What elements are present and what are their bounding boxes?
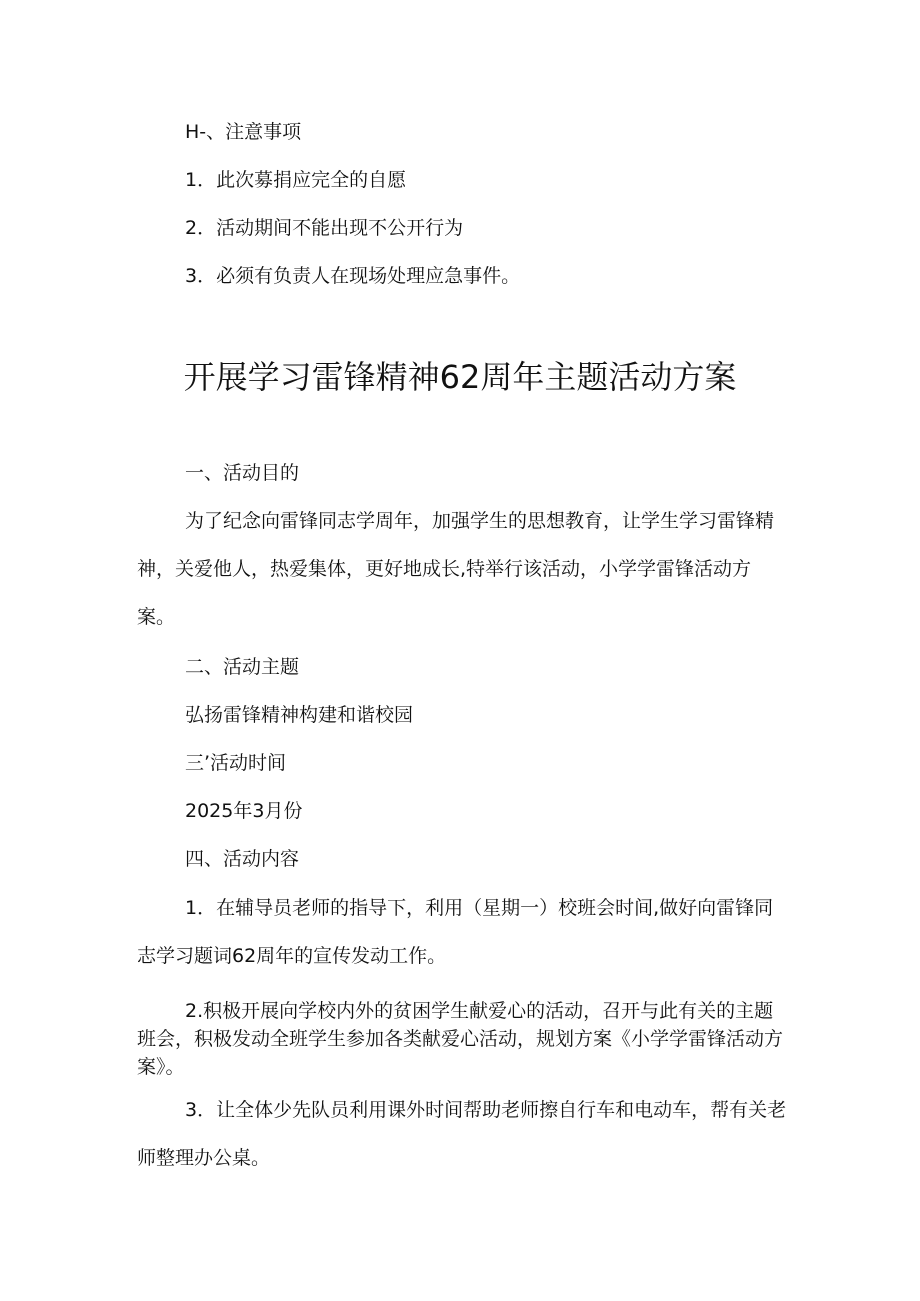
section2-body: 弘扬雷锋精神构建和谐校园 xyxy=(185,704,414,726)
notes-item-1: 1．此次募捐应完全的自愿 xyxy=(185,169,407,191)
content-item-3: 3．让全体少先队员利用课外时间帮助老师擦自行车和电动车，帮有关老师整理办公桌。 xyxy=(137,1099,787,1169)
section1-body: 为了纪念向雷锋同志学周年，加强学生的思想教育，让学生学习雷锋精神，关爱他人，热爱集体，更好地成长,特举行该活动，小学学雷锋活动方案。 xyxy=(137,510,775,628)
document-title: 开展学习雷锋精神62周年主题活动方案 xyxy=(183,358,737,396)
section3-body: 2025年3月份 xyxy=(185,800,303,822)
notes-item-2: 2．活动期间不能出现不公开行为 xyxy=(185,217,464,239)
notes-item-3: 3．必须有负责人在现场处理应急事件。 xyxy=(185,265,521,287)
section1-heading: 一、活动目的 xyxy=(185,462,300,484)
section4-heading: 四、活动内容 xyxy=(185,848,300,870)
content-item-1: 1．在辅导员老师的指导下，利用（星期一）校班会时间,做好向雷锋同志学习题词62周年的宣传发动工作。 xyxy=(137,897,774,967)
section3-heading: 三’活动时间 xyxy=(185,752,287,774)
notes-heading: H-、注意事项 xyxy=(185,121,302,143)
content-item-2: 2.积极开展向学校内外的贫困学生献爱心的活动，召开与此有关的主题班会，积极发动全班学生参加各类献爱心活动，规划方案《小学学雷锋活动方案》。 xyxy=(137,1000,784,1078)
section2-heading: 二、活动主题 xyxy=(185,656,300,678)
